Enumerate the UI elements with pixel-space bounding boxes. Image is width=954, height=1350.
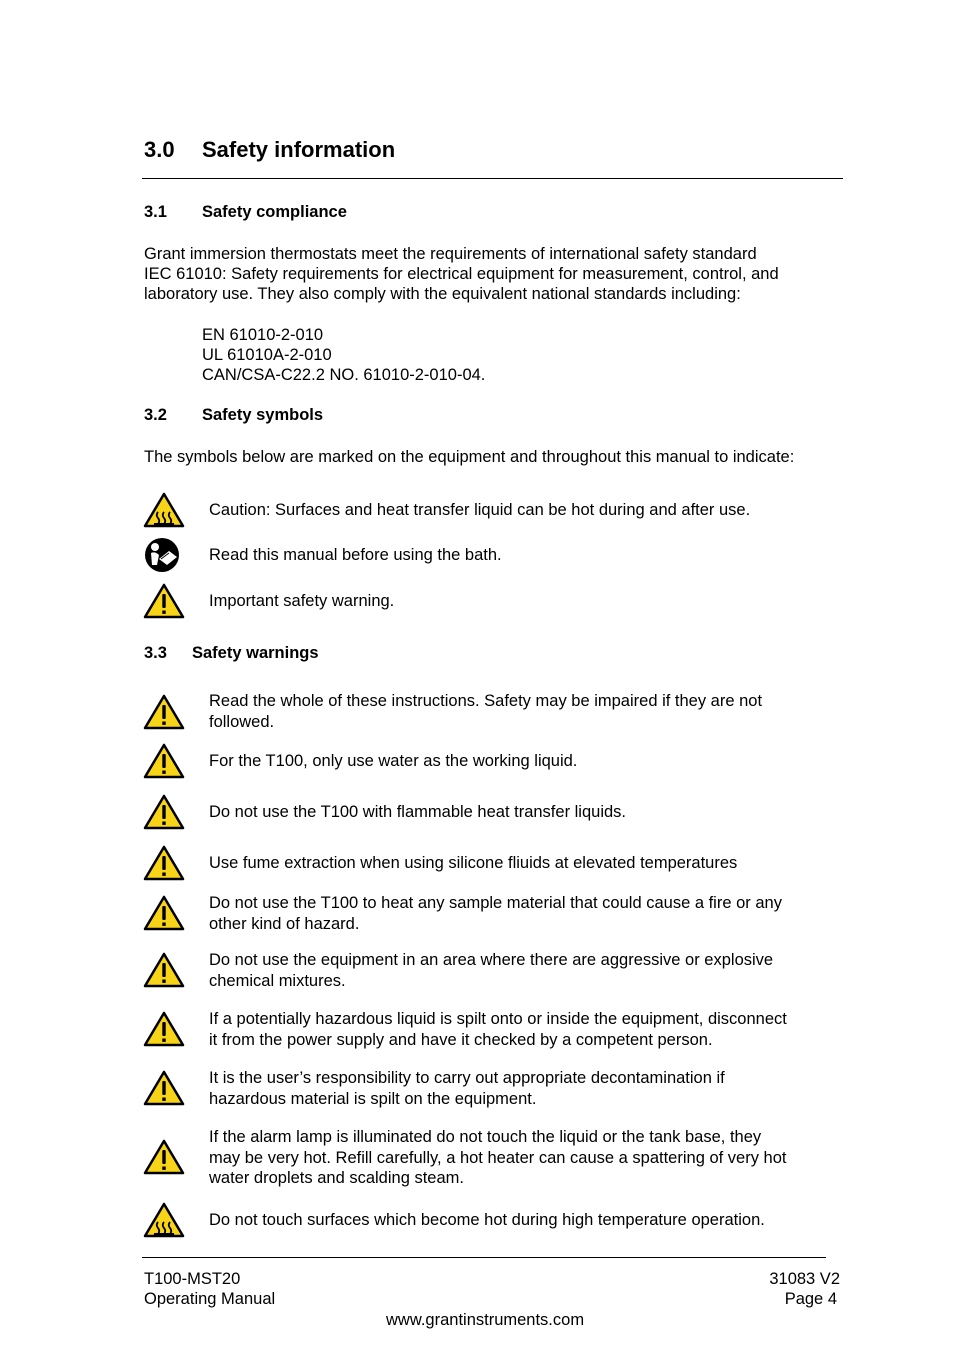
symbol-description: Caution: Surfaces and heat transfer liquid can be hot during and after use. (209, 501, 751, 519)
warning-line: It is the user’s responsibility to carry out appropriate decontamination if (209, 1069, 725, 1087)
standards-list (202, 325, 485, 385)
warning-text (209, 1068, 725, 1109)
warning-line: may be very hot. Refill carefully, a hot heater can cause a spattering of very hot (209, 1148, 787, 1167)
warning-text (209, 893, 782, 934)
general-warning-icon (143, 1011, 185, 1047)
compliance-paragraph (144, 244, 779, 304)
warning-line: Use fume extraction when using silicone fliuids at elevated temperatures (209, 854, 738, 872)
general-warning-icon (143, 1070, 185, 1106)
general-warning-icon (143, 1139, 185, 1175)
footer-page-number: Page 4 (784, 1290, 837, 1308)
standard-item: UL 61010A-2-010 (202, 346, 332, 364)
hot-surface-warning-icon (143, 492, 185, 528)
general-warning-icon (143, 845, 185, 881)
standard-item: CAN/CSA-C22.2 NO. 61010-2-010-04. (202, 366, 486, 384)
section-heading (144, 137, 396, 163)
warning-line: If the alarm lamp is illuminated do not touch the liquid or the tank base, they (209, 1128, 762, 1146)
general-warning-icon (143, 895, 185, 931)
general-warning-icon (143, 743, 185, 779)
warning-text (209, 1009, 787, 1050)
warning-line: water droplets and scalding steam. (209, 1169, 464, 1187)
warning-line: chemical mixtures. (209, 971, 346, 990)
subsection-title: Safety symbols (202, 406, 324, 424)
footer-doc-type: Operating Manual (144, 1290, 276, 1308)
subsection-number: 3.3 (144, 644, 167, 662)
subsection-heading-compliance (144, 203, 347, 222)
warning-line: other kind of hazard. (209, 914, 360, 933)
warning-text (209, 1210, 765, 1231)
footer-doc-number: 31083 V2 (769, 1270, 840, 1288)
standard-item: EN 61010-2-010 (202, 326, 324, 344)
warning-text (209, 802, 626, 823)
heading-divider (142, 178, 843, 179)
section-number: 3.0 (144, 137, 175, 162)
warning-line: Do not use the equipment in an area where there are aggressive or explosive (209, 951, 774, 969)
footer-website-link[interactable]: www.grantinstruments.com (386, 1311, 585, 1329)
general-warning-icon (143, 583, 185, 619)
warning-text (209, 1127, 787, 1189)
warning-line: If a potentially hazardous liquid is spilt onto or inside the equipment, disconnect (209, 1010, 787, 1028)
warning-text (209, 751, 577, 772)
symbols-intro: The symbols below are marked on the equipment and throughout this manual to indicate: (144, 448, 795, 466)
general-warning-icon (143, 694, 185, 730)
subsection-heading-symbols (144, 406, 324, 425)
general-warning-icon (143, 952, 185, 988)
warning-text (209, 950, 773, 991)
paragraph-line: Grant immersion thermostats meet the requirements of international safety standard (144, 245, 757, 263)
subsection-heading-warnings (144, 644, 319, 663)
warning-line: Read the whole of these instructions. Safety may be impaired if they are not (209, 692, 763, 710)
paragraph-line: laboratory use. They also comply with the equivalent national standards including: (144, 285, 741, 303)
general-warning-icon (143, 794, 185, 830)
warning-line: followed. (209, 712, 275, 731)
warning-text (209, 853, 737, 874)
footer-divider (142, 1257, 826, 1258)
warning-line: hazardous material is spilt on the equipment. (209, 1089, 537, 1108)
subsection-number: 3.2 (144, 406, 167, 424)
warning-line: For the T100, only use water as the working liquid. (209, 752, 578, 770)
subsection-number: 3.1 (144, 203, 167, 221)
hot-surface-warning-icon (143, 1202, 185, 1238)
warning-text (209, 691, 762, 732)
paragraph-line: IEC 61010: Safety requirements for electrical equipment for measurement, control, and (144, 265, 779, 283)
symbol-description: Read this manual before using the bath. (209, 546, 502, 564)
warning-line: Do not touch surfaces which become hot during high temperature operation. (209, 1211, 765, 1229)
subsection-title: Safety warnings (192, 644, 319, 662)
footer-model: T100-MST20 (144, 1270, 241, 1288)
section-title: Safety information (202, 137, 396, 162)
read-manual-icon (143, 537, 185, 573)
warning-line: Do not use the T100 to heat any sample material that could cause a fire or any (209, 894, 782, 912)
warning-line: it from the power supply and have it checked by a competent person. (209, 1030, 713, 1049)
subsection-title: Safety compliance (202, 203, 347, 221)
warning-line: Do not use the T100 with flammable heat transfer liquids. (209, 803, 627, 821)
symbol-description: Important safety warning. (209, 592, 395, 610)
